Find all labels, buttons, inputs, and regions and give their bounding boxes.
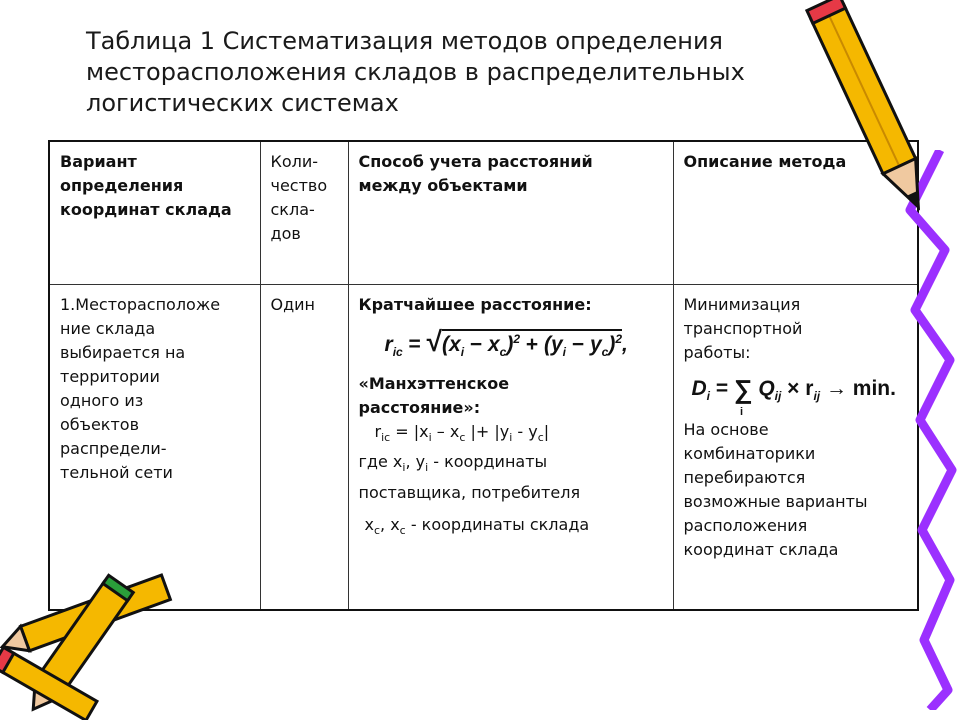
warehouse-coords-text: $x_c$, $x_c$ - координаты склада: [364, 514, 590, 537]
cell-distance-method: Кратчайшее расстояние: $r_{ic} = √(x_i - x_c)^2 + (y_i - y_c)^2$, «Манхэттенское расстояние»: $r_{ic} = |x_i - x_c$ |+ $|y_i - y_c|$ где $x_i$, $y_i$ - координаты поставщика, потребителя $x_c$, $x_c$ - координаты склада: [348, 285, 673, 611]
title-line-3: логистических системах: [86, 89, 399, 117]
shortest-distance-label: Кратчайшее расстояние:: [358, 295, 592, 314]
header-distance-method: Способ учета расстояний между объектами: [348, 141, 673, 285]
where-text: где $x_i$, $y_i$ - координаты поставщика, потребителя: [358, 452, 581, 502]
cell-variant: 1.Месторасположе ние склада выбирается на территории одного из объектов распредели- тельной сети: [49, 285, 260, 611]
page-title: [86, 26, 786, 119]
cell-description: Минимизация транспортной работы: $D_i$ = ∑ i $Q_{ij} \times r_{ij} \to \min$. На основе комбинаторики перебираются возможные варианты расположения координат склада: [673, 285, 918, 611]
manhattan-label: «Манхэттенское: [358, 374, 510, 394]
table-header-row: [49, 141, 918, 285]
manhattan-formula: $r_{ic} = |x_i - x_c$ |+ $|y_i - y_c|$: [374, 422, 550, 445]
header-variant: Вариант определения координат склада: [49, 141, 260, 285]
euclid-formula: $r_{ic} = √(x_i - x_c)^2 + (y_i - y_c)^2$,: [384, 326, 628, 360]
title-line-2: месторасположения складов в распределительных: [86, 58, 745, 86]
transport-work-formula: $D_i$ = ∑ i $Q_{ij} \times r_{ij} \to \min$.: [691, 374, 896, 419]
cell-count: Один: [260, 285, 348, 611]
header-count: Коли- чество скла- дов: [260, 141, 348, 285]
header-description: Описание метода: [673, 141, 918, 285]
methods-table: [48, 140, 919, 611]
title-line-1: Таблица 1 Систематизация методов определения: [86, 27, 723, 55]
pencils-icon: [0, 560, 200, 720]
pencil-icon: [800, 0, 960, 240]
